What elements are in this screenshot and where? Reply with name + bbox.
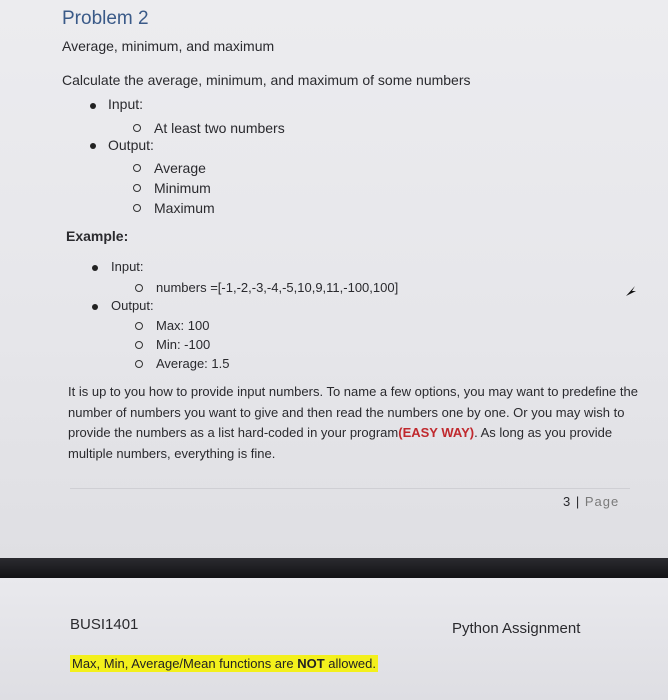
page-title: Problem 2 <box>62 8 149 29</box>
page-gap-shadow <box>0 558 668 578</box>
bullet-icon <box>90 103 96 109</box>
circle-bullet-icon <box>133 124 141 132</box>
problem-subtitle: Average, minimum, and maximum <box>62 38 275 54</box>
page-separator: | <box>575 494 581 509</box>
instructions-paragraph <box>68 382 638 464</box>
example-output-label: Output: <box>111 298 154 313</box>
input-item: At least two numbers <box>154 120 285 136</box>
highlighted-note <box>70 655 378 672</box>
page-word: Page <box>584 494 620 509</box>
circle-bullet-icon <box>133 184 141 192</box>
page-number-footer <box>563 494 619 509</box>
page-number: 3 <box>563 494 572 509</box>
output-item: Minimum <box>154 180 211 196</box>
footer-divider <box>70 488 630 489</box>
circle-bullet-icon <box>133 204 141 212</box>
example-heading: Example: <box>66 228 129 244</box>
rule-note <box>70 655 378 673</box>
example-output-item: Min: -100 <box>156 337 211 352</box>
easy-way-emphasis: (EASY WAY) <box>398 425 475 440</box>
circle-bullet-icon <box>135 360 143 368</box>
cursor-icon <box>624 285 638 299</box>
bullet-icon <box>92 265 98 271</box>
circle-bullet-icon <box>135 284 143 292</box>
problem-description: Calculate the average, minimum, and maximum of some numbers <box>62 72 471 88</box>
bullet-icon <box>92 304 98 310</box>
course-code: BUSI1401 <box>70 616 139 633</box>
bullet-icon <box>90 143 96 149</box>
assignment-title: Python Assignment <box>452 620 581 637</box>
note-text-end: allowed. <box>324 656 376 671</box>
circle-bullet-icon <box>135 341 143 349</box>
input-label: Input: <box>108 96 144 112</box>
note-emphasis: NOT <box>297 656 325 671</box>
example-input-value: numbers =[-1,-2,-3,-4,-5,10,9,11,-100,100] <box>156 280 399 295</box>
example-input-label: Input: <box>111 259 144 274</box>
circle-bullet-icon <box>135 322 143 330</box>
paragraph-text-end: . As long as you provide multiple numbers, everything is fine. <box>68 425 613 461</box>
output-item: Average <box>154 160 206 176</box>
note-text: Max, Min, Average/Mean functions are <box>72 656 298 671</box>
circle-bullet-icon <box>133 164 141 172</box>
output-label: Output: <box>108 137 154 153</box>
paragraph-text: It is up to you how to provide input numbers. To name a few options, you may want to predefine the number of numbers you want to give and then read the numbers one by one. Or you may wish to provide the numbers as a list hard-coded in your program <box>68 384 638 440</box>
example-output-item: Max: 100 <box>156 318 210 333</box>
example-output-item: Average: 1.5 <box>156 356 230 371</box>
output-item: Maximum <box>154 200 215 216</box>
document-page-bottom <box>0 578 668 700</box>
